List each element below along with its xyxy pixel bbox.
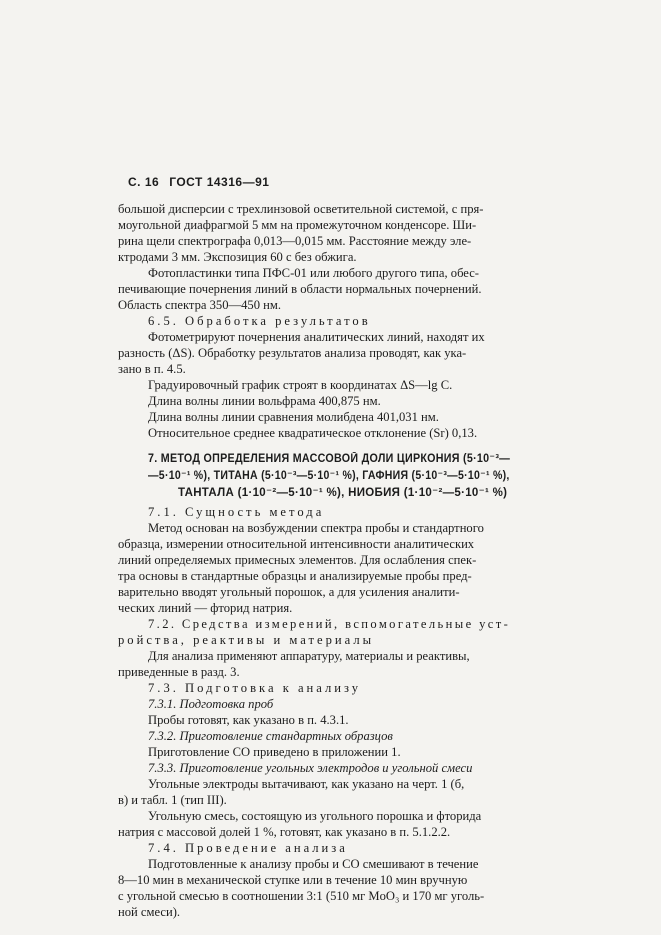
body-line: Область спектра 350—450 нм.: [118, 298, 281, 312]
section-heading: ройства, реактивы и материалы: [118, 633, 375, 647]
body-line: варительно вводят угольный порошок, а для усиления аналити-: [118, 585, 460, 599]
section-heading: 7.3. Подготовка к анализу: [148, 681, 362, 695]
body-line: приведенные в разд. 3.: [118, 665, 240, 679]
page-header: [128, 175, 279, 189]
body-line: линий определяемых примесных элементов. Для ослабления спек-: [118, 553, 477, 567]
body-line: большой дисперсии с трехлинзовой осветительной системой, с пря-: [118, 202, 484, 216]
body-line: с угольной смесью в соотношении 3:1 (510 мг MoO₃ и 170 мг уголь-: [118, 889, 485, 903]
body-line: Подготовленные к анализу пробы и СО смешивают в течение: [148, 857, 479, 871]
body-line: тра основы в стандартные образцы и анализируемые пробы пред-: [118, 569, 472, 583]
section-heading: 7. МЕТОД ОПРЕДЕЛЕНИЯ МАССОВОЙ ДОЛИ ЦИРКОНИЯ (5·10⁻³—: [148, 453, 511, 465]
body-line: образца, измерении относительной интенсивности аналитических: [118, 537, 475, 551]
body-line: в) и табл. 1 (тип III).: [118, 793, 227, 807]
body-line: моугольной диафрагмой 5 мм на промежуточном конденсоре. Ши-: [118, 218, 477, 232]
body-line: натрия с массовой долей 1 %, готовят, как указано в п. 5.1.2.2.: [118, 825, 451, 839]
body-line: Фотопластинки типа ПФС-01 или любого другого типа, обес-: [148, 266, 479, 280]
body-line: Градуировочный график строят в координатах ΔS—lg C.: [148, 378, 453, 392]
body-line: Длина волны линии сравнения молибдена 401,031 нм.: [148, 410, 439, 424]
body-line: Угольные электроды вытачивают, как указано на черт. 1 (б,: [148, 777, 465, 791]
body-line: Метод основан на возбуждении спектра пробы и стандартного: [148, 521, 484, 535]
section-heading: —5·10⁻¹ %), ТИТАНА (5·10⁻³—5·10⁻¹ %), ГАФНИЯ (5·10⁻³—5·10⁻¹ %),: [148, 470, 510, 482]
section-heading: 6.5. Обработка результатов: [148, 314, 371, 328]
standard-title: ГОСТ 14316—91: [169, 175, 270, 189]
body-line: разность (ΔS). Обработку результатов анализа проводят, как ука-: [118, 346, 467, 360]
section-heading: 7.4. Проведение анализа: [148, 841, 348, 855]
body-line: Фотометрируют почернения аналитических линий, находят их: [148, 330, 485, 344]
body-line: Пробы готовят, как указано в п. 4.3.1.: [148, 713, 349, 727]
body-line: ктродами 3 мм. Экспозиция 60 с без обжига.: [118, 250, 357, 264]
body-line: ной смеси).: [118, 905, 181, 919]
body-line: 8—10 мин в механической ступке или в течение 10 мин вручную: [118, 873, 468, 887]
section-heading: 7.1. Сущность метода: [148, 505, 325, 519]
body-line: Угольную смесь, состоящую из угольного порошка и фторида: [148, 809, 482, 823]
section-heading: 7.2. Средства измерений, вспомогательные уст-: [148, 617, 511, 631]
body-line: ческих линий — фторид натрия.: [118, 601, 293, 615]
body-line: Приготовление СО приведено в приложении 1.: [148, 745, 401, 759]
body-line: зано в п. 4.5.: [118, 362, 186, 376]
body-line: Для анализа применяют аппаратуру, материалы и реактивы,: [148, 649, 470, 663]
subsection-heading: 7.3.2. Приготовление стандартных образцов: [148, 729, 393, 743]
body-line: рина щели спектрографа 0,013—0,015 мм. Расстояние между эле-: [118, 234, 472, 248]
subsection-heading: 7.3.1. Подготовка проб: [148, 697, 274, 711]
subsection-heading: 7.3.3. Приготовление угольных электродов и угольной смеси: [148, 761, 473, 775]
body-line: Длина волны линии вольфрама 400,875 нм.: [148, 394, 381, 408]
body-line: печивающие почернения линий в области нормальных почернений.: [118, 282, 482, 296]
page-number: С. 16: [128, 175, 160, 189]
section-heading: ТАНТАЛА (1·10⁻²—5·10⁻¹ %), НИОБИЯ (1·10⁻²—5·10⁻¹ %): [178, 487, 508, 499]
body-line: Относительное среднее квадратическое отклонение (Sr) 0,13.: [148, 426, 478, 440]
